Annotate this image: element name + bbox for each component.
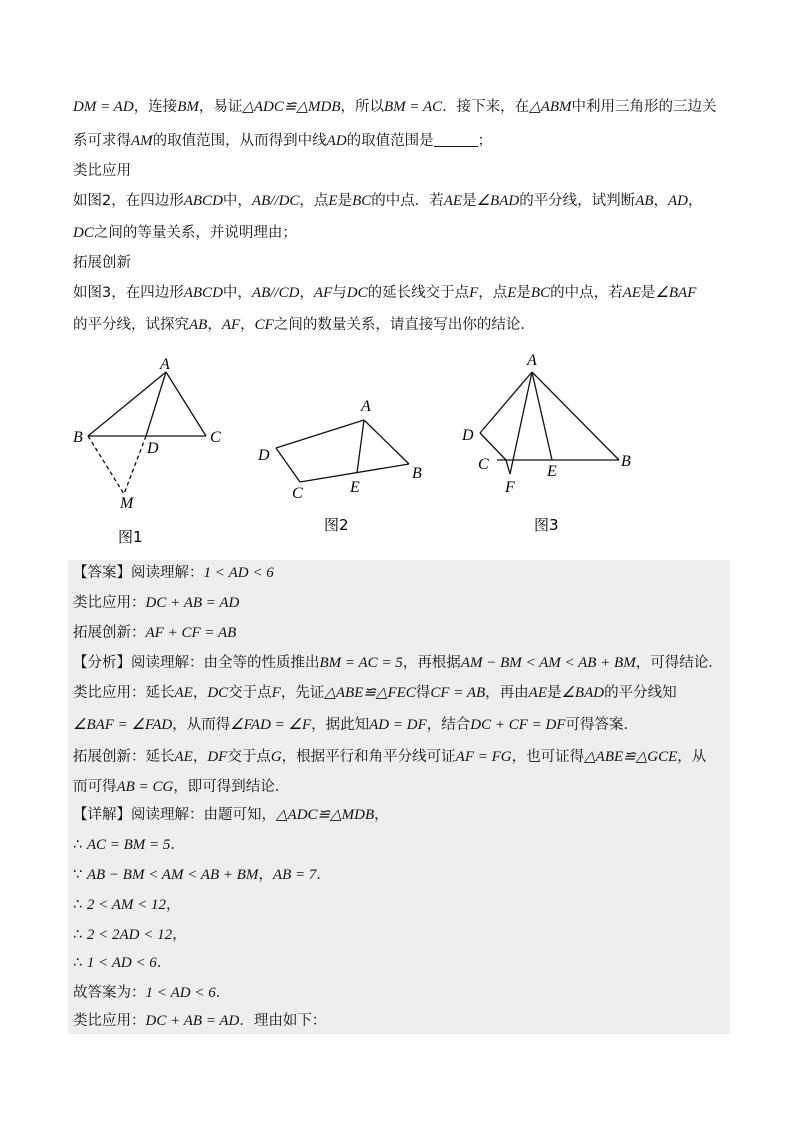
fig2-segment-AB bbox=[364, 420, 409, 464]
fig1-label-B: B bbox=[73, 429, 83, 446]
answer-line-1: 【答案】阅读理解：1 < AD < 6 bbox=[73, 565, 274, 581]
problem-line-5: DC之间的等量关系，并说明理由； bbox=[73, 225, 297, 241]
fig1-segment-BA bbox=[88, 372, 166, 436]
detail-line-6: ∴ 1 < AD < 6． bbox=[73, 955, 172, 971]
fig1-segment-BM bbox=[88, 436, 124, 494]
detail-line-3: ∵ AB − BM < AM < AB + BM，AB = 7． bbox=[73, 867, 331, 883]
fig1-segment-DM bbox=[124, 436, 146, 494]
fig3-label-E: E bbox=[547, 463, 557, 480]
heading-extend: 拓展创新 bbox=[73, 255, 131, 271]
fig1-label-C: C bbox=[210, 429, 221, 446]
fig1-caption: 图1 bbox=[118, 528, 143, 546]
fig2-segment-CD bbox=[276, 448, 300, 482]
detail-line-5: ∴ 2 < 2AD < 12， bbox=[73, 927, 187, 943]
fig3-label-D: D bbox=[462, 427, 474, 444]
fig1-label-M: M bbox=[120, 495, 134, 512]
fig2-label-C: C bbox=[292, 485, 303, 502]
detail-line-7: 故答案为：1 < AD < 6． bbox=[73, 985, 231, 1001]
detail-line-1: 【详解】阅读理解：由题可知，△ADC≌△MDB， bbox=[73, 807, 389, 823]
fig1-label-A: A bbox=[160, 356, 170, 373]
problem-line-2: 系可求得AM的取值范围，从而得到中线AD的取值范围是 ； bbox=[73, 133, 493, 149]
fig3-label-F: F bbox=[505, 479, 515, 496]
fig2-caption: 图2 bbox=[324, 516, 349, 534]
fig2-label-A: A bbox=[361, 398, 371, 415]
fig3-label-B: B bbox=[621, 453, 631, 470]
analysis-line-1: 【分析】阅读理解：由全等的性质推出BM = AC = 5，再根据AM − BM < AM < AB + BM，可得结论． bbox=[73, 655, 723, 671]
heading-analogy: 类比应用 bbox=[73, 163, 131, 179]
problem-line-7: 如图3，在四边形ABCD中，AB//CD，AF与DC的延长线交于点F，点E是BC的中点，若AE是∠BAF bbox=[73, 285, 697, 301]
detail-line-4: ∴ 2 < AM < 12， bbox=[73, 897, 181, 913]
fig3-label-C: C bbox=[478, 456, 489, 473]
fig1-segment-AD bbox=[146, 372, 166, 436]
fig3-segment-AB bbox=[532, 372, 619, 460]
figures-svg bbox=[0, 340, 800, 560]
fig3-caption: 图3 bbox=[534, 516, 559, 534]
answer-line-3: 拓展创新：AF + CF = AB bbox=[73, 625, 237, 641]
fig2-label-B: B bbox=[412, 465, 422, 482]
fig3-segment-AD bbox=[480, 372, 532, 433]
problem-line-8: 的平分线，试探究AB，AF，CF之间的数量关系，请直接写出你的结论． bbox=[73, 317, 535, 333]
fig3-label-A: A bbox=[527, 352, 537, 369]
fig3-segment-AE bbox=[532, 372, 552, 460]
answer-line-2: 类比应用：DC + AB = AD bbox=[73, 595, 240, 611]
fig2-segment-DA bbox=[276, 420, 364, 448]
analysis-line-2: 类比应用：延长AE，DC交于点F，先证△ABE≌△FEC得CF = AB，再由AE是∠BAD的平分线知 bbox=[73, 685, 677, 701]
fig3-segment-CF bbox=[506, 460, 510, 474]
figures-area bbox=[0, 340, 800, 560]
detail-line-2: ∴ AC = BM = 5． bbox=[73, 837, 185, 853]
problem-line-1: DM = AD，连接BM，易证△ADC≌△MDB，所以BM = AC．接下来，在△ABM中利用三角形的三边关 bbox=[73, 99, 717, 115]
fig3-segment-AF bbox=[510, 372, 532, 474]
detail-line-8: 类比应用：DC + AB = AD．理由如下： bbox=[73, 1013, 327, 1029]
problem-line-4: 如图2，在四边形ABCD中，AB//DC，点E是BC的中点．若AE是∠BAD的平分线，试判断AB，AD， bbox=[73, 193, 703, 209]
analysis-line-4: 拓展创新：延长AE，DF交于点G，根据平行和角平分线可证AF = FG，也可证得△ABE≌△GCE，从 bbox=[73, 749, 707, 765]
answer-blank bbox=[434, 132, 478, 147]
fig1-segment-AC bbox=[166, 372, 206, 436]
fig1-label-D: D bbox=[147, 440, 159, 457]
analysis-line-3: ∠BAF = ∠FAD，从而得∠FAD = ∠F，据此知AD = DF，结合DC + CF = DF可得答案． bbox=[73, 717, 639, 733]
fig2-label-E: E bbox=[350, 479, 360, 496]
analysis-line-5: 而可得AB = CG，即可得到结论． bbox=[73, 779, 290, 795]
fig2-label-D: D bbox=[258, 447, 270, 464]
fig2-segment-AE bbox=[357, 420, 364, 473]
